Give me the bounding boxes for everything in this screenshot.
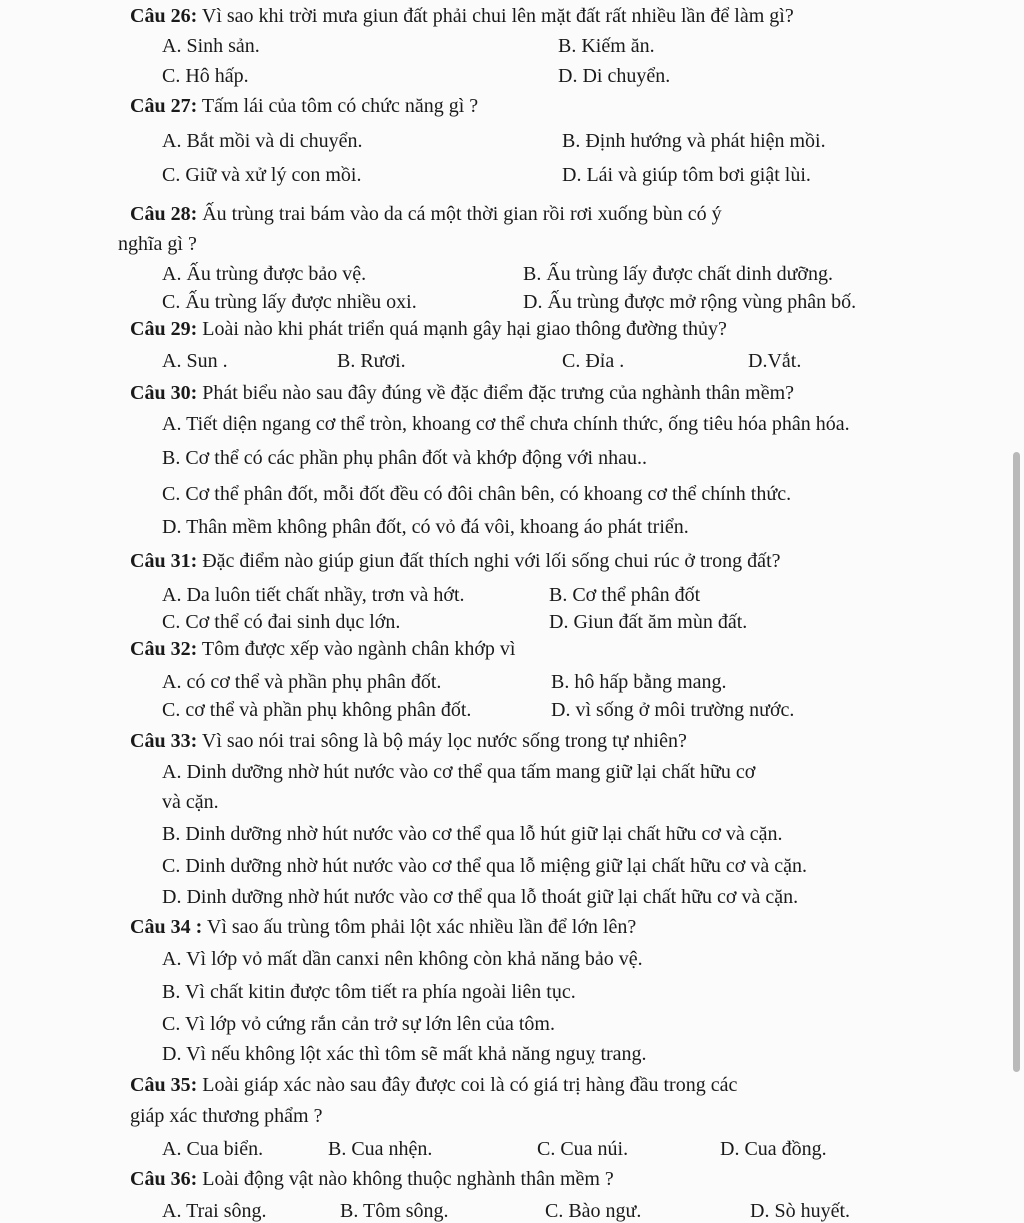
option-32-c: C. cơ thể và phần phụ không phân đốt. bbox=[162, 699, 472, 721]
question-text: Loài động vật nào không thuộc nghành thân mềm ? bbox=[202, 1168, 614, 1190]
option-30-a: A. Tiết diện ngang cơ thể tròn, khoang cơ thể chưa chính thức, ống tiêu hóa phân hóa. bbox=[162, 413, 850, 435]
question-text: Tôm được xếp vào ngành chân khớp vì bbox=[201, 638, 516, 660]
question-29 bbox=[130, 317, 727, 341]
question-33 bbox=[130, 729, 687, 753]
question-36 bbox=[130, 1167, 614, 1191]
option-31-b: B. Cơ thể phân đốt bbox=[549, 584, 701, 606]
option-33-c: C. Dinh dưỡng nhờ hút nước vào cơ thể qua lỗ miệng giữ lại chất hữu cơ và cặn. bbox=[162, 855, 807, 877]
option-29-c: C. Đỉa . bbox=[562, 350, 625, 372]
option-29-d: D.Vắt. bbox=[748, 350, 802, 372]
option-26-a: A. Sinh sản. bbox=[162, 35, 260, 57]
option-33-b: B. Dinh dưỡng nhờ hút nước vào cơ thể qua lỗ hút giữ lại chất hữu cơ và cặn. bbox=[162, 823, 783, 845]
option-36-d: D. Sò huyết. bbox=[750, 1200, 850, 1222]
question-text: Loài giáp xác nào sau đây được coi là có giá trị hàng đầu trong các bbox=[202, 1074, 738, 1096]
question-32 bbox=[130, 637, 515, 661]
option-27-c: C. Giữ và xử lý con mồi. bbox=[162, 164, 362, 186]
question-number: Câu 34 : bbox=[130, 916, 203, 938]
question-26 bbox=[130, 4, 794, 28]
question-number: Câu 35: bbox=[130, 1074, 198, 1096]
option-27-b: B. Định hướng và phát hiện mồi. bbox=[562, 130, 826, 152]
option-30-d: D. Thân mềm không phân đốt, có vỏ đá vôi, khoang áo phát triển. bbox=[162, 516, 689, 538]
option-26-b: B. Kiếm ăn. bbox=[558, 35, 655, 57]
option-26-c: C. Hô hấp. bbox=[162, 65, 249, 87]
question-number: Câu 30: bbox=[130, 382, 198, 404]
option-33-d: D. Dinh dưỡng nhờ hút nước vào cơ thể qua lỗ thoát giữ lại chất hữu cơ và cặn. bbox=[162, 886, 799, 908]
option-35-d: D. Cua đồng. bbox=[720, 1138, 827, 1160]
option-28-c: C. Ấu trùng lấy được nhiều oxi. bbox=[162, 291, 417, 313]
question-text: Loài nào khi phát triển quá mạnh gây hại giao thông đường thủy? bbox=[202, 318, 727, 340]
option-31-d: D. Giun đất ăm mùn đất. bbox=[549, 611, 748, 633]
question-number: Câu 32: bbox=[130, 638, 198, 660]
question-31 bbox=[130, 549, 781, 573]
option-32-d: D. vì sống ở môi trường nước. bbox=[551, 699, 795, 721]
option-29-b: B. Rươi. bbox=[337, 350, 406, 372]
option-35-a: A. Cua biển. bbox=[162, 1138, 264, 1160]
question-number: Câu 36: bbox=[130, 1168, 198, 1190]
option-33-a-continuation: và cặn. bbox=[162, 791, 219, 813]
scrollbar[interactable] bbox=[1013, 452, 1020, 1072]
question-number: Câu 31: bbox=[130, 550, 198, 572]
option-34-c: C. Vì lớp vỏ cứng rắn cản trở sự lớn lên của tôm. bbox=[162, 1013, 555, 1035]
option-34-d: D. Vì nếu không lột xác thì tôm sẽ mất khả năng nguỵ trang. bbox=[162, 1043, 647, 1065]
option-28-b: B. Ấu trùng lấy được chất dinh dưỡng. bbox=[523, 263, 834, 285]
option-32-b: B. hô hấp bằng mang. bbox=[551, 671, 727, 693]
question-text: Vì sao nói trai sông là bộ máy lọc nước sống trong tự nhiên? bbox=[201, 730, 687, 752]
option-35-c: C. Cua núi. bbox=[537, 1138, 629, 1160]
question-text: Vì sao khi trời mưa giun đất phải chui lên mặt đất rất nhiều lần để làm gì? bbox=[201, 5, 794, 27]
question-number: Câu 27: bbox=[130, 95, 198, 117]
option-35-b: B. Cua nhện. bbox=[328, 1138, 433, 1160]
question-number: Câu 33: bbox=[130, 730, 198, 752]
option-36-b: B. Tôm sông. bbox=[340, 1200, 449, 1222]
question-number: Câu 26: bbox=[130, 5, 198, 27]
option-33-a: A. Dinh dưỡng nhờ hút nước vào cơ thể qua tấm mang giữ lại chất hữu cơ bbox=[162, 761, 756, 783]
option-36-a: A. Trai sông. bbox=[162, 1200, 267, 1222]
question-27 bbox=[130, 94, 478, 118]
question-text: Tấm lái của tôm có chức năng gì ? bbox=[201, 95, 479, 117]
option-28-a: A. Ấu trùng được bảo vệ. bbox=[162, 263, 367, 285]
option-34-a: A. Vì lớp vỏ mất dần canxi nên không còn khả năng bảo vệ. bbox=[162, 948, 643, 970]
option-27-a: A. Bắt mồi và di chuyển. bbox=[162, 130, 363, 152]
option-28-d: D. Ấu trùng được mở rộng vùng phân bố. bbox=[523, 291, 857, 313]
option-30-c: C. Cơ thể phân đốt, mỗi đốt đều có đôi chân bên, có khoang cơ thể chính thức. bbox=[162, 483, 792, 505]
question-text: Phát biểu nào sau đây đúng về đặc điểm đặc trưng của nghành thân mềm? bbox=[202, 382, 795, 404]
option-32-a: A. có cơ thể và phần phụ phân đốt. bbox=[162, 671, 442, 693]
question-35-continuation: giáp xác thương phẩm ? bbox=[130, 1105, 323, 1127]
question-text: Ấu trùng trai bám vào da cá một thời gian rồi rơi xuống bùn có ý bbox=[202, 203, 722, 225]
option-34-b: B. Vì chất kitin được tôm tiết ra phía ngoài liên tục. bbox=[162, 981, 576, 1003]
question-number: Câu 28: bbox=[130, 203, 198, 225]
option-31-a: A. Da luôn tiết chất nhầy, trơn và hớt. bbox=[162, 584, 465, 606]
option-27-d: D. Lái và giúp tôm bơi giật lùi. bbox=[562, 164, 811, 186]
question-text: Vì sao ấu trùng tôm phải lột xác nhiều lần để lớn lên? bbox=[206, 916, 637, 938]
question-28-continuation: nghĩa gì ? bbox=[118, 233, 197, 255]
option-26-d: D. Di chuyển. bbox=[558, 65, 671, 87]
question-28 bbox=[130, 202, 722, 226]
question-text: Đặc điểm nào giúp giun đất thích nghi với lối sống chui rúc ở trong đất? bbox=[202, 550, 781, 572]
question-35 bbox=[130, 1073, 737, 1097]
option-31-c: C. Cơ thể có đai sinh dục lớn. bbox=[162, 611, 401, 633]
option-36-c: C. Bào ngư. bbox=[545, 1200, 642, 1222]
question-34 bbox=[130, 915, 636, 939]
option-30-b: B. Cơ thể có các phần phụ phân đốt và khớp động với nhau.. bbox=[162, 447, 647, 469]
question-number: Câu 29: bbox=[130, 318, 198, 340]
option-29-a: A. Sun . bbox=[162, 350, 228, 372]
question-30 bbox=[130, 381, 794, 405]
